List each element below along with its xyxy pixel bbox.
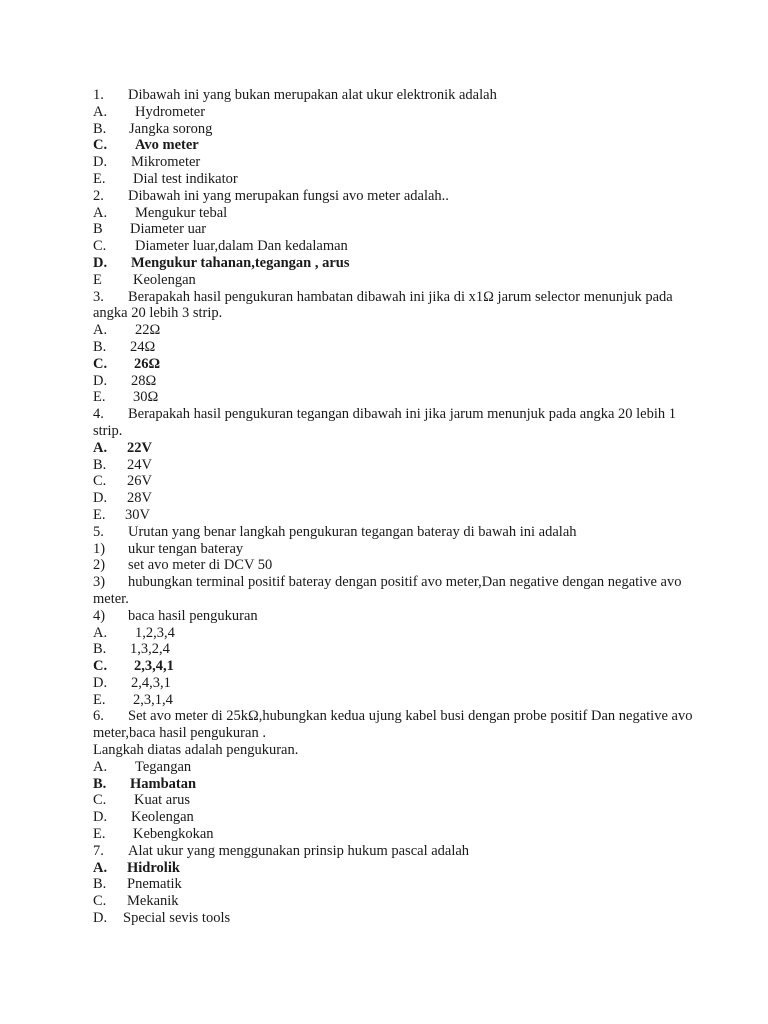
question-2-marker: 2. bbox=[93, 187, 104, 204]
step-item bbox=[93, 557, 693, 574]
question-1-marker: 1. bbox=[93, 87, 104, 103]
answer-option bbox=[93, 373, 693, 390]
step-item-text: set avo meter di DCV 50 bbox=[128, 557, 273, 574]
answer-option bbox=[93, 826, 693, 843]
question-7 bbox=[93, 843, 693, 860]
answer-option bbox=[93, 507, 693, 524]
answer-option bbox=[93, 255, 693, 272]
answer-option bbox=[93, 121, 693, 138]
answer-option-marker: C. bbox=[93, 238, 107, 255]
answer-option-text: 1,2,3,4 bbox=[135, 624, 175, 641]
question-1-text: Dibawah ini yang bukan merupakan alat ukur elektronik adalah bbox=[128, 87, 497, 103]
answer-option-text: Hidrolik bbox=[127, 859, 180, 876]
answer-option-marker: C. bbox=[93, 355, 108, 372]
answer-option-marker: A. bbox=[93, 322, 108, 339]
answer-option-text: 1,3,2,4 bbox=[130, 641, 170, 658]
answer-option-marker: C. bbox=[93, 137, 108, 154]
answer-option bbox=[93, 322, 693, 339]
question-3-marker: 3. bbox=[93, 288, 104, 305]
answer-option-text: Diameter luar,dalam Dan kedalaman bbox=[135, 238, 348, 255]
answer-option-text: Kebengkokan bbox=[133, 826, 214, 843]
question-5-text: Urutan yang benar langkah pengukuran tegangan bateray di bawah ini adalah bbox=[128, 523, 577, 540]
answer-option-marker: B bbox=[93, 221, 103, 238]
question-3-text: Berapakah hasil pengukuran hambatan dibawah ini jika di x1Ω jarum selector menunjuk pada angka 20 lebih 3 strip. bbox=[93, 288, 673, 322]
answer-option bbox=[93, 860, 693, 877]
answer-option-text: 26Ω bbox=[134, 355, 161, 372]
question-3 bbox=[93, 289, 693, 323]
question-5 bbox=[93, 524, 693, 541]
step-item-marker: 1) bbox=[93, 540, 106, 557]
question-4-marker: 4. bbox=[93, 406, 104, 423]
answer-option-text: 22V bbox=[127, 439, 152, 456]
answer-option-marker: C. bbox=[93, 792, 107, 809]
answer-option-marker: B. bbox=[93, 456, 107, 473]
answer-option-text: Mengukur tebal bbox=[135, 204, 228, 221]
question-1 bbox=[93, 87, 693, 104]
answer-option bbox=[93, 221, 693, 238]
answer-option bbox=[93, 910, 693, 927]
answer-option bbox=[93, 692, 693, 709]
answer-option-marker: C. bbox=[93, 893, 107, 910]
answer-option-marker: A. bbox=[93, 103, 108, 120]
answer-option-marker: A. bbox=[93, 624, 108, 641]
answer-option bbox=[93, 641, 693, 658]
answer-option-marker: C. bbox=[93, 473, 107, 490]
answer-option-text: Mekanik bbox=[127, 893, 179, 910]
answer-option-marker: B. bbox=[93, 120, 107, 137]
answer-option-marker: D. bbox=[93, 490, 108, 507]
answer-option bbox=[93, 675, 693, 692]
answer-option bbox=[93, 339, 693, 356]
answer-option-marker: E. bbox=[93, 691, 106, 708]
answer-option-marker: B. bbox=[93, 775, 107, 792]
answer-option-marker: A. bbox=[93, 439, 108, 456]
answer-option bbox=[93, 238, 693, 255]
question-2 bbox=[93, 188, 693, 205]
answer-option-marker: E. bbox=[93, 506, 106, 523]
answer-option bbox=[93, 154, 693, 171]
step-item-text: hubungkan terminal positif bateray dengan positif avo meter,Dan negative dengan negative avo meter. bbox=[93, 574, 682, 607]
answer-option-marker: C. bbox=[93, 658, 108, 675]
answer-option-text: 2,3,1,4 bbox=[133, 691, 173, 708]
document-page bbox=[93, 87, 693, 927]
answer-option bbox=[93, 893, 693, 910]
answer-option-text: Dial test indikator bbox=[133, 170, 238, 187]
answer-option-marker: D. bbox=[93, 154, 108, 171]
answer-option-text: 24V bbox=[127, 456, 152, 473]
answer-option bbox=[93, 759, 693, 776]
step-item bbox=[93, 574, 693, 608]
step-item-text: ukur tengan bateray bbox=[128, 540, 244, 557]
answer-option bbox=[93, 490, 693, 507]
answer-option bbox=[93, 104, 693, 121]
question-7-marker: 7. bbox=[93, 842, 104, 859]
answer-option-marker: B. bbox=[93, 338, 107, 355]
step-item-marker: 4) bbox=[93, 607, 106, 624]
question-7-text: Alat ukur yang menggunakan prinsip hukum pascal adalah bbox=[128, 842, 470, 859]
answer-option-text: 30V bbox=[125, 506, 150, 523]
answer-option-text: Kuat arus bbox=[134, 792, 190, 809]
step-item-text: baca hasil pengukuran bbox=[128, 607, 258, 624]
answer-option bbox=[93, 137, 693, 154]
answer-option bbox=[93, 809, 693, 826]
answer-option bbox=[93, 625, 693, 642]
answer-option bbox=[93, 876, 693, 893]
question-note-text: Langkah diatas adalah pengukuran. bbox=[93, 742, 299, 759]
answer-option bbox=[93, 389, 693, 406]
answer-option-text: Mikrometer bbox=[131, 154, 201, 171]
answer-option-marker: D. bbox=[93, 910, 108, 927]
question-5-marker: 5. bbox=[93, 523, 104, 540]
answer-option-marker: D. bbox=[93, 372, 108, 389]
answer-option bbox=[93, 457, 693, 474]
answer-option-text: Diameter uar bbox=[130, 221, 207, 238]
answer-option-text: Avo meter bbox=[135, 137, 199, 154]
answer-option bbox=[93, 171, 693, 188]
answer-option bbox=[93, 776, 693, 793]
answer-option bbox=[93, 356, 693, 373]
answer-option-marker: D. bbox=[93, 254, 108, 271]
answer-option-marker: A. bbox=[93, 204, 108, 221]
answer-option-text: Jangka sorong bbox=[129, 120, 213, 137]
answer-option-text: Keolengan bbox=[131, 809, 194, 826]
answer-option bbox=[93, 792, 693, 809]
answer-option-marker: E. bbox=[93, 170, 106, 187]
answer-option-marker: E bbox=[93, 271, 102, 288]
answer-option-text: Pnematik bbox=[127, 876, 182, 893]
step-item-marker: 3) bbox=[93, 574, 106, 591]
answer-option-text: Hydrometer bbox=[135, 103, 206, 120]
answer-option-text: Tegangan bbox=[135, 758, 192, 775]
answer-option-text: 26V bbox=[127, 473, 152, 490]
answer-option-text: 28V bbox=[127, 490, 152, 507]
answer-option-text: 28Ω bbox=[131, 372, 157, 389]
answer-option-text: 22Ω bbox=[135, 322, 161, 339]
answer-option-marker: A. bbox=[93, 859, 108, 876]
answer-option-text: Mengukur tahanan,tegangan , arus bbox=[131, 254, 350, 271]
answer-option-marker: D. bbox=[93, 809, 108, 826]
answer-option-text: 2,4,3,1 bbox=[131, 674, 171, 691]
answer-option-marker: E. bbox=[93, 389, 106, 406]
answer-option-marker: E. bbox=[93, 826, 106, 843]
question-4-text: Berapakah hasil pengukuran tegangan dibawah ini jika jarum menunjuk pada angka 20 lebih 1 strip. bbox=[93, 406, 677, 439]
answer-option bbox=[93, 205, 693, 222]
answer-option bbox=[93, 473, 693, 490]
answer-option-text: Keolengan bbox=[133, 271, 196, 288]
answer-option bbox=[93, 272, 693, 289]
answer-option-text: 2,3,4,1 bbox=[134, 658, 174, 675]
step-item bbox=[93, 608, 693, 625]
answer-option-marker: B. bbox=[93, 641, 107, 658]
answer-option-marker: B. bbox=[93, 876, 107, 893]
answer-option bbox=[93, 658, 693, 675]
question-4 bbox=[93, 406, 693, 440]
answer-option-text: 24Ω bbox=[130, 338, 156, 355]
question-6-text: Set avo meter di 25kΩ,hubungkan kedua ujung kabel busi dengan probe positif Dan negative avo meter,baca hasil pengukuran . bbox=[93, 708, 693, 742]
step-item bbox=[93, 541, 693, 558]
answer-option-text: Special sevis tools bbox=[123, 910, 231, 927]
question-6 bbox=[93, 708, 693, 742]
question-note bbox=[93, 742, 693, 759]
answer-option-text: 30Ω bbox=[133, 389, 159, 406]
answer-option bbox=[93, 440, 693, 457]
question-2-text: Dibawah ini yang merupakan fungsi avo meter adalah.. bbox=[128, 187, 449, 204]
answer-option-text: Hambatan bbox=[130, 775, 197, 792]
answer-option-marker: A. bbox=[93, 758, 108, 775]
step-item-marker: 2) bbox=[93, 557, 106, 574]
answer-option-marker: D. bbox=[93, 674, 108, 691]
question-6-marker: 6. bbox=[93, 708, 104, 725]
